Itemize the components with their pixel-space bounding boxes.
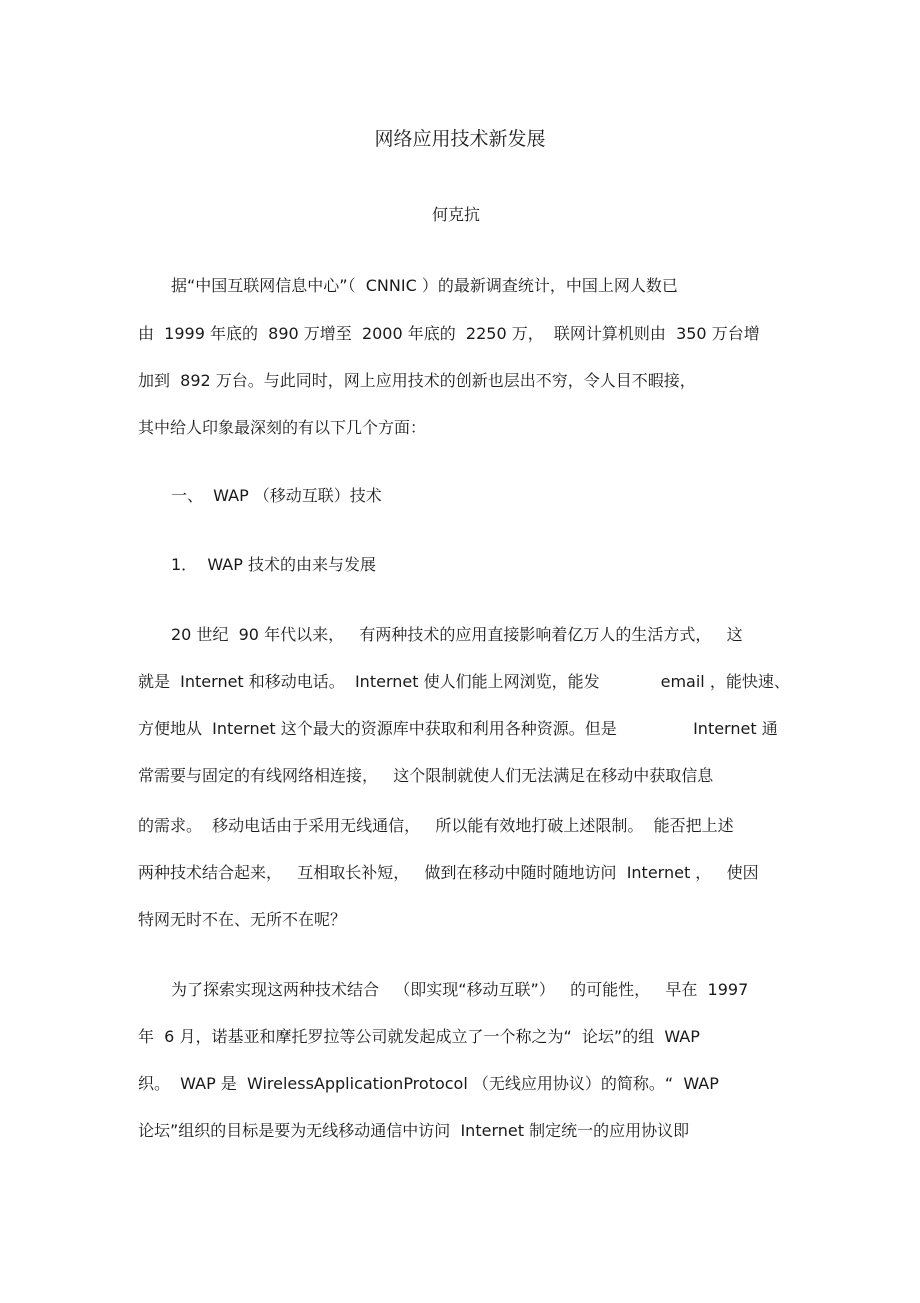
document-author: 何克抗	[431, 205, 480, 224]
para1-line-3: 方便地从 Internet 这个最大的资源库中获取和利用各种资源。但是 Internet 通	[138, 719, 778, 738]
para1-line-7: 特网无时不在、无所不在呢？	[138, 910, 347, 929]
intro-line-1: 据“中国互联网信息中心”（ CNNIC ）的最新调查统计，中国上网人数已	[171, 276, 678, 295]
para2-line-2: 年 6 月，诺基亚和摩托罗拉等公司就发起成立了一个称之为“ 论坛”的组 WAP	[138, 1027, 700, 1046]
intro-line-4: 其中给人印象最深刻的有以下几个方面：	[138, 418, 427, 437]
para1-line-4: 常需要与固定的有线网络相连接， 这个限制就使人们无法满足在移动中获取信息	[138, 766, 714, 785]
para1-line-6: 两种技术结合起来， 互相取长补短， 做到在移动中随时随地访问 Internet ， 使因	[138, 863, 759, 882]
para2-line-4: 论坛”组织的目标是要为无线移动通信中访问 Internet 制定统一的应用协议即	[138, 1121, 690, 1140]
intro-line-3: 加到 892 万台。与此同时，网上应用技术的创新也层出不穷，令人目不暇接，	[138, 371, 696, 390]
para1-line-1: 20 世纪 90 年代以来， 有两种技术的应用直接影响着亿万人的生活方式， 这	[171, 625, 743, 644]
para1-line-2: 就是 Internet 和移动电话。 Internet 使人们能上网浏览，能发 email ，能快速、	[138, 672, 790, 691]
subsection-heading: 1． WAP 技术的由来与发展	[171, 555, 376, 574]
document-title: 网络应用技术新发展	[374, 128, 546, 150]
section-heading: 一、 WAP （移动互联）技术	[171, 486, 382, 505]
intro-line-2: 由 1999 年底的 890 万增至 2000 年底的 2250 万， 联网计算机则由 350 万台增	[138, 324, 760, 343]
para2-line-1: 为了探索实现这两种技术结合 （即实现“移动互联”） 的可能性， 早在 1997	[171, 980, 749, 999]
para2-line-3: 织。 WAP 是 WirelessApplicationProtocol （无线应用协议）的简称。“ WAP	[138, 1074, 719, 1093]
para1-line-5: 的需求。 移动电话由于采用无线通信， 所以能有效地打破上述限制。 能否把上述	[138, 816, 734, 835]
